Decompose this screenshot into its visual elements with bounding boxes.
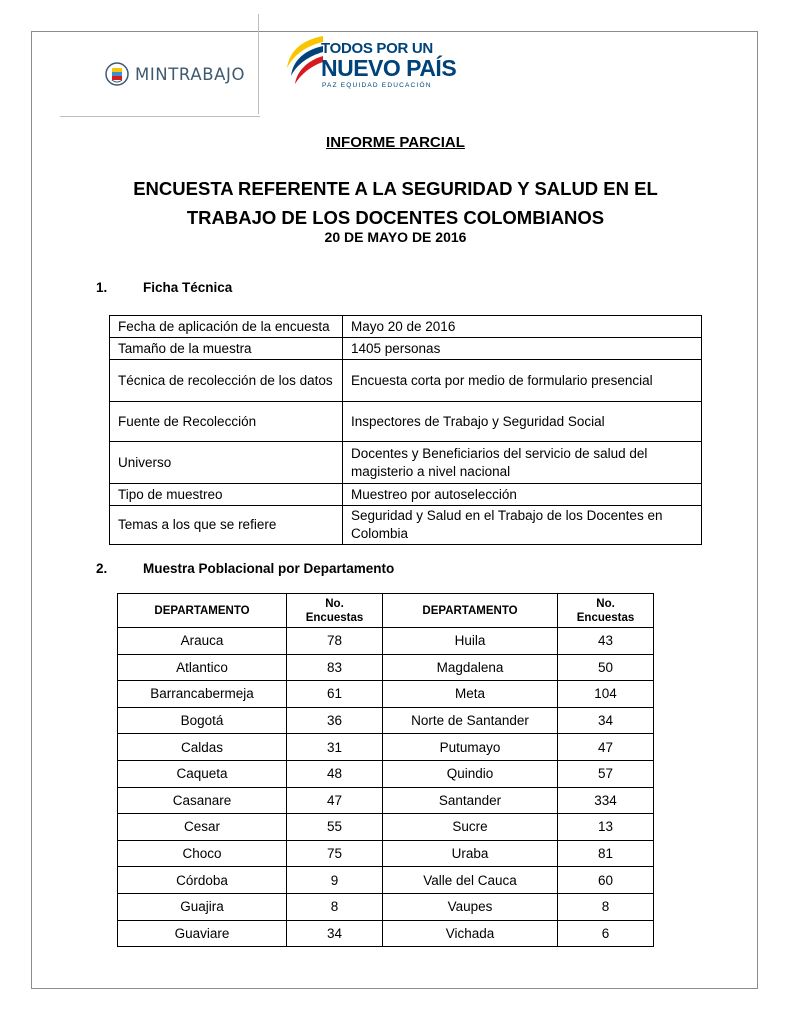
ficha-value: Mayo 20 de 2016 [343,316,702,338]
survey-count: 47 [558,734,654,761]
table-row [118,893,654,920]
ficha-label: Fuente de Recolección [110,402,343,442]
section-2-number: 2. [96,561,108,576]
survey-count: 83 [287,654,383,681]
survey-count: 81 [558,840,654,867]
column-header-departamento-2: DEPARTAMENTO [382,594,557,628]
department-name: Caldas [118,734,287,761]
survey-count: 6 [558,920,654,947]
table-row [110,506,702,545]
campaign-logo-line1: TODOS POR UN [321,40,433,57]
table-row [118,734,654,761]
table-row [118,681,654,708]
survey-count: 75 [287,840,383,867]
department-name: Choco [118,840,287,867]
survey-count: 13 [558,814,654,841]
department-name: Barrancabermeja [118,681,287,708]
table-row [118,840,654,867]
survey-count: 334 [558,787,654,814]
section-1-title: Ficha Técnica [143,280,233,295]
column-header-encuestas [287,594,383,628]
department-name: Meta [382,681,557,708]
survey-count: 43 [558,628,654,655]
table-row [110,402,702,442]
table-row [118,920,654,947]
ficha-label: Fecha de aplicación de la encuesta [110,316,343,338]
department-name: Cesar [118,814,287,841]
table-row [118,787,654,814]
table-row [110,316,702,338]
coat-of-arms-icon [105,60,129,88]
department-name: Quindio [382,760,557,787]
department-name: Caqueta [118,760,287,787]
ficha-value: Inspectores de Trabajo y Seguridad Social [343,402,702,442]
survey-count: 34 [558,707,654,734]
department-name: Huila [382,628,557,655]
survey-count: 36 [287,707,383,734]
table-row [118,760,654,787]
department-name: Norte de Santander [382,707,557,734]
table-header-row [118,594,654,628]
ficha-label: Universo [110,442,343,484]
department-name: Arauca [118,628,287,655]
ficha-value: Seguridad y Salud en el Trabajo de los Docentes en Colombia [343,506,702,545]
section-1-heading [96,280,232,295]
table-row [118,814,654,841]
muestra-departamento-table [117,593,654,947]
survey-count: 60 [558,867,654,894]
table-row [110,442,702,484]
campaign-logo-line2: NUEVO PAÍS [321,55,457,81]
table-row [118,628,654,655]
table-row [110,484,702,506]
ficha-label: Temas a los que se refiere [110,506,343,545]
department-name: Vaupes [382,893,557,920]
survey-count: 48 [287,760,383,787]
document-title-line1: ENCUESTA REFERENTE A LA SEGURIDAD Y SALUD EN EL [133,178,658,199]
mintrabajo-logo [105,59,245,89]
department-name: Magdalena [382,654,557,681]
table-row [118,654,654,681]
department-name: Bogotá [118,707,287,734]
survey-count: 9 [287,867,383,894]
ficha-label: Tipo de muestreo [110,484,343,506]
ficha-value: 1405 personas [343,338,702,360]
department-name: Putumayo [382,734,557,761]
header-encuestas: Encuestas [576,611,635,624]
section-2-heading [96,561,394,576]
ficha-value: Encuesta corta por medio de formulario presencial [343,360,702,402]
document-title-line2: TRABAJO DE LOS DOCENTES COLOMBIANOS [186,207,605,228]
section-2-title: Muestra Poblacional por Departamento [143,561,395,576]
survey-count: 55 [287,814,383,841]
department-name: Atlantico [118,654,287,681]
ficha-tecnica-table [109,315,702,545]
survey-count: 57 [558,760,654,787]
survey-count: 8 [558,893,654,920]
table-row [118,867,654,894]
header-no: No. [325,597,344,610]
department-name: Córdoba [118,867,287,894]
campaign-logo-tagline: PAZ EQUIDAD EDUCACIÓN [322,82,432,89]
department-name: Santander [382,787,557,814]
survey-count: 8 [287,893,383,920]
survey-count: 78 [287,628,383,655]
department-name: Guajira [118,893,287,920]
survey-count: 34 [287,920,383,947]
header-divider-vertical [258,14,259,114]
department-name: Casanare [118,787,287,814]
department-name: Guaviare [118,920,287,947]
department-name: Valle del Cauca [382,867,557,894]
ficha-label: Técnica de recolección de los datos [110,360,343,402]
survey-count: 50 [558,654,654,681]
ficha-label: Tamaño de la muestra [110,338,343,360]
table-row [118,707,654,734]
survey-count: 61 [287,681,383,708]
section-1-number: 1. [96,280,108,295]
department-name: Vichada [382,920,557,947]
column-header-departamento: DEPARTAMENTO [118,594,287,628]
department-name: Sucre [382,814,557,841]
ficha-value: Docentes y Beneficiarios del servicio de salud del magisterio a nivel nacional [343,442,702,484]
ficha-value: Muestreo por autoselección [343,484,702,506]
survey-count: 47 [287,787,383,814]
document-date: 20 DE MAYO DE 2016 [324,229,467,245]
document-title [0,174,791,232]
header-divider-horizontal [60,116,260,117]
survey-count: 104 [558,681,654,708]
table-row [110,360,702,402]
todos-por-un-nuevo-pais-logo [283,34,457,98]
report-label: INFORME PARCIAL [326,134,465,151]
department-name: Uraba [382,840,557,867]
header-encuestas: Encuestas [305,611,364,624]
header-no: No. [596,597,615,610]
mintrabajo-logo-text: MINTRABAJO [135,64,246,84]
table-row [110,338,702,360]
column-header-encuestas-2 [558,594,654,628]
survey-count: 31 [287,734,383,761]
